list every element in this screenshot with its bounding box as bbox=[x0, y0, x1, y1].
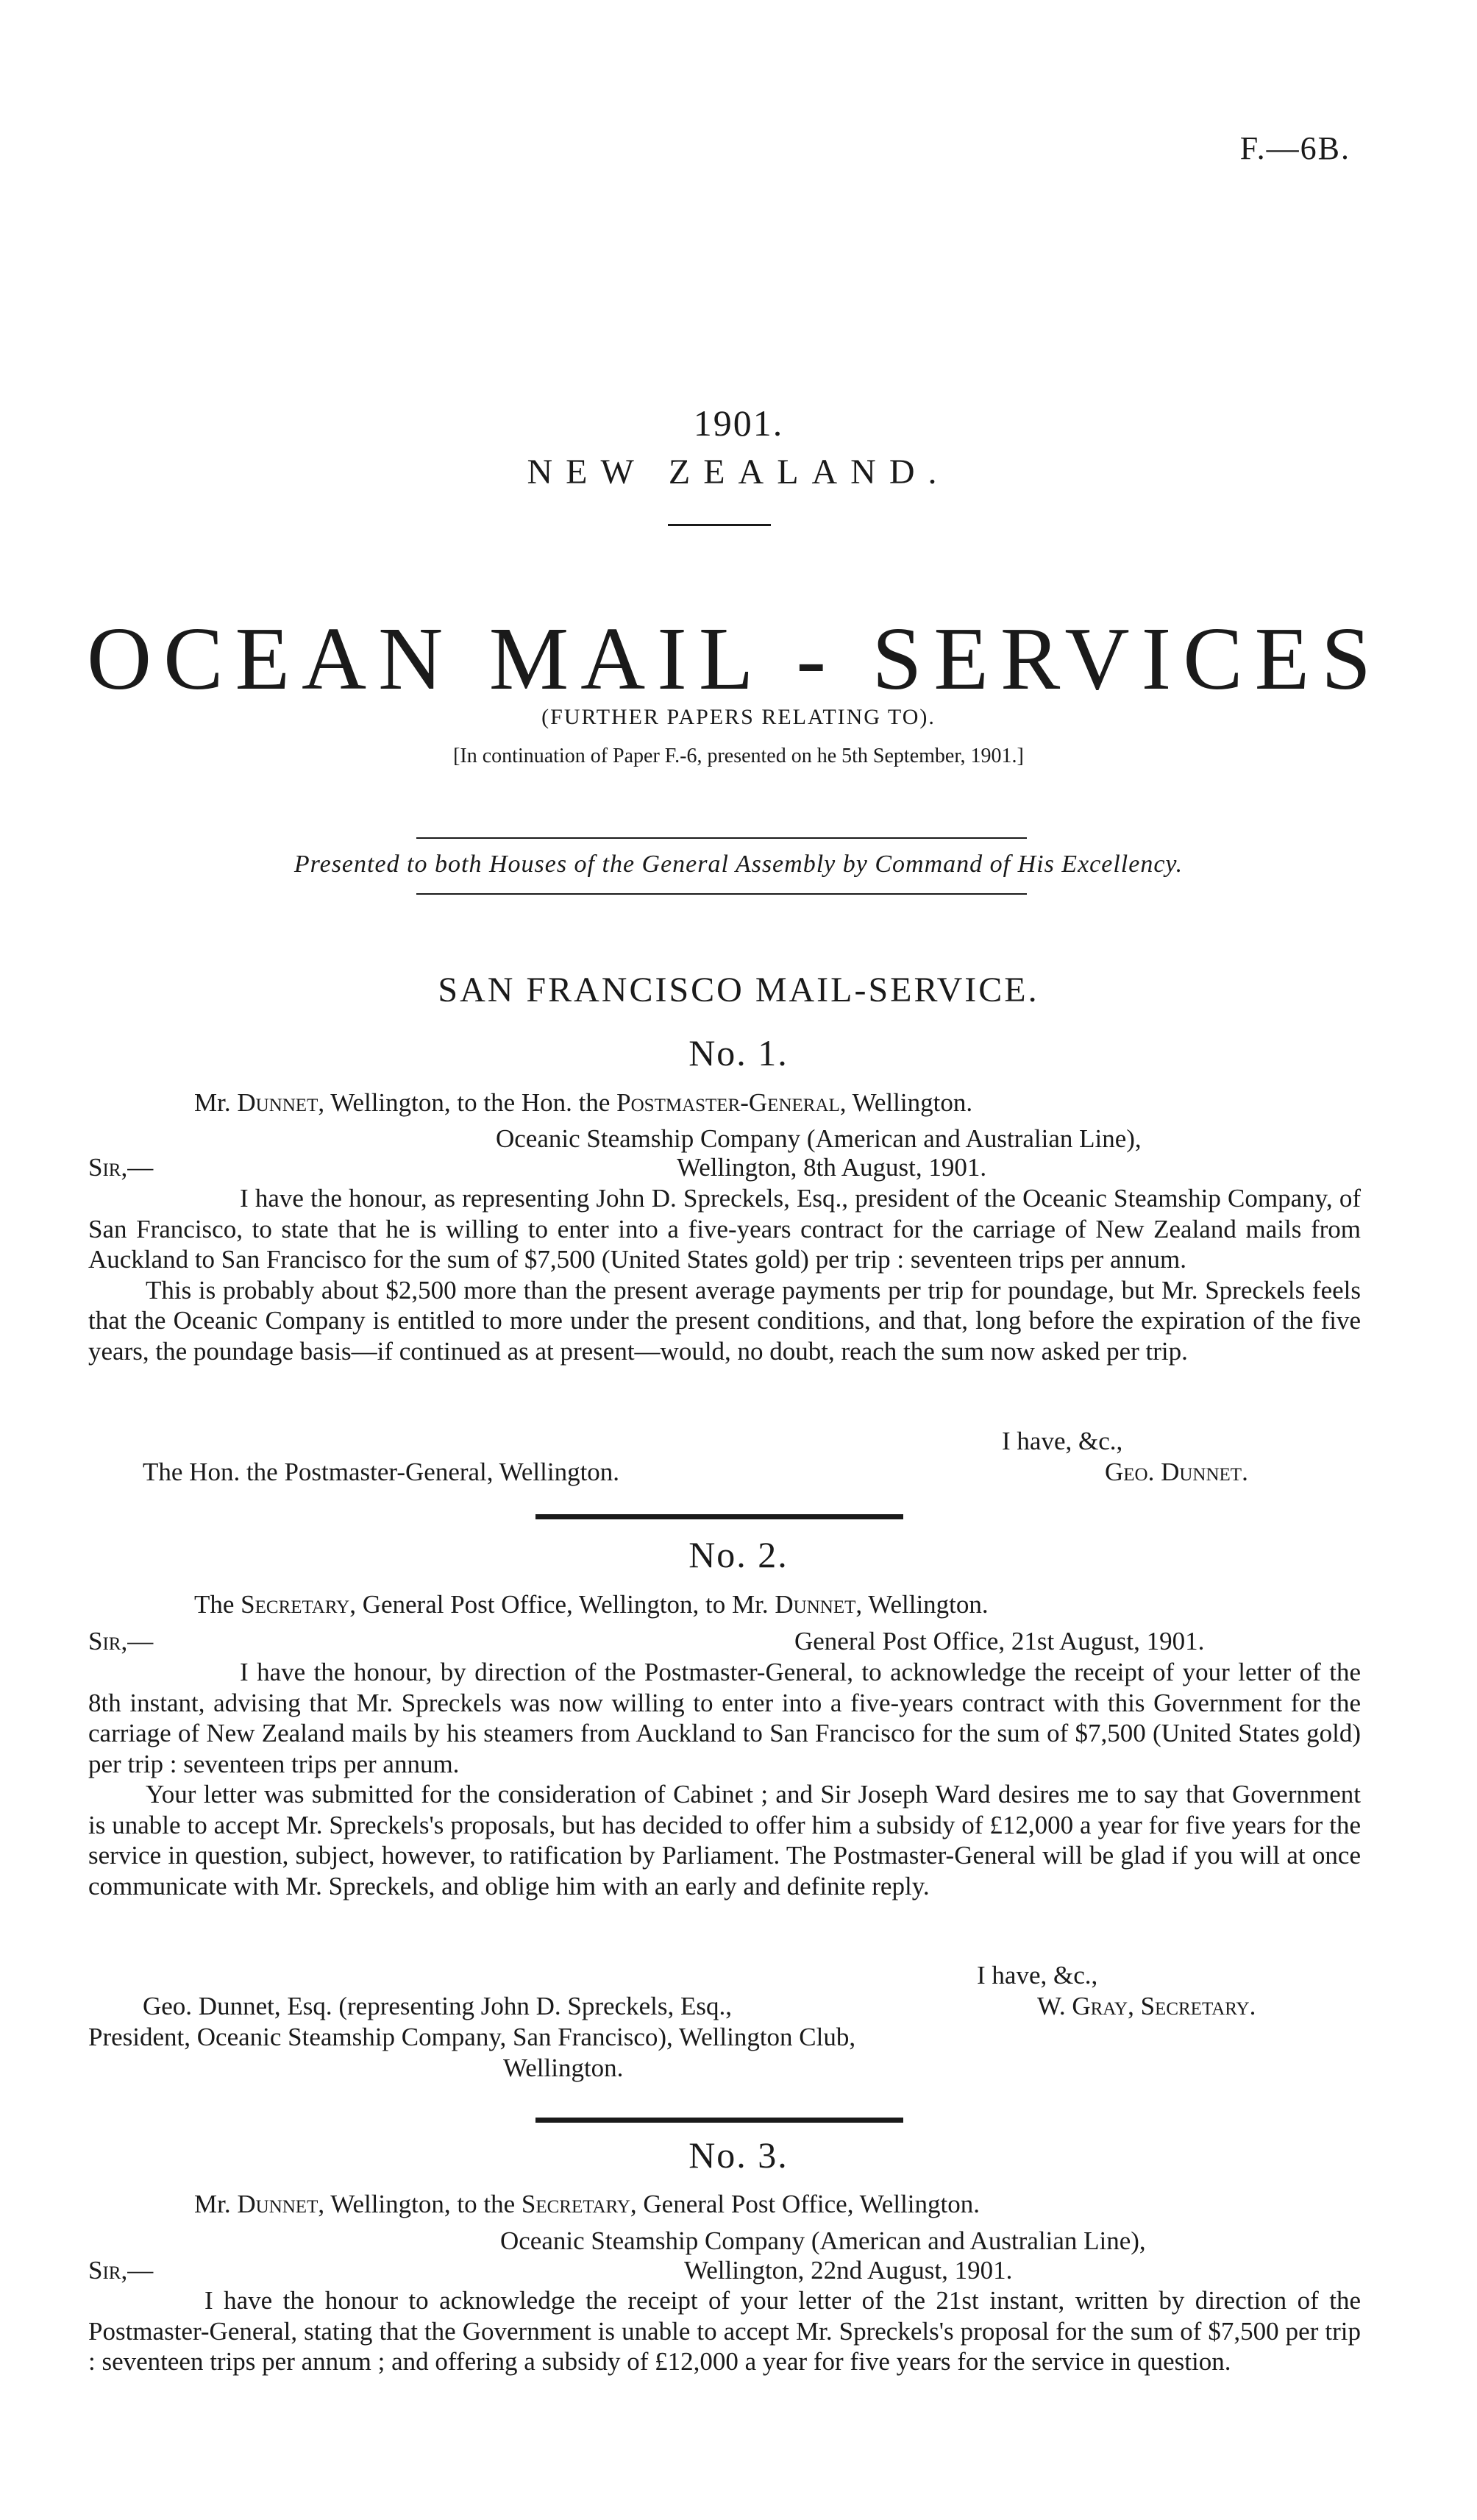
letter-divider bbox=[535, 2118, 903, 2123]
letter-1-address: Oceanic Steamship Company (American and Australian Line), bbox=[496, 1124, 1142, 1153]
letter-divider bbox=[535, 1514, 903, 1519]
letter-3-salutation: Sir,— bbox=[88, 2256, 154, 2285]
letter-2-salutation: Sir,— bbox=[88, 1627, 154, 1655]
year: 1901. bbox=[693, 402, 784, 444]
main-title: OCEAN MAIL - SERVICES bbox=[87, 609, 1383, 709]
letter-1-salutation: Sir,— bbox=[88, 1153, 154, 1182]
title-divider bbox=[668, 524, 771, 526]
letter-2-addressee-line3: Wellington. bbox=[503, 2054, 624, 2082]
letter-2-addressee-line1: Geo. Dunnet, Esq. (representing John D. Spreckels, Esq., bbox=[143, 1992, 732, 2020]
letter-1-paragraph: This is probably about $2,500 more than the present average payments per trip for poundage, but Mr. Spreckels feels that the Oceanic Company is entitled to more under the present conditions, and that, long before the expiration of the five years, the poundage basis—if continued as at present—would, no doubt, reach the sum now asked per trip. bbox=[88, 1275, 1361, 1366]
letter-2-addressee-line2: President, Oceanic Steamship Company, San Francisco), Wellington Club, bbox=[88, 2023, 856, 2051]
letter-2-date: General Post Office, 21st August, 1901. bbox=[794, 1627, 1205, 1655]
letter-2-paragraph: I have the honour, by direction of the Postmaster-General, to acknowledge the receipt of your letter of the 8th instant, advising that Mr. Spreckels was now willing to enter into a five-years contract with this Government for the carriage of New Zealand mails by his steamers from Auckland to San Francisco for the sum of $7,500 (United States gold) per trip : seventeen trips per annum. bbox=[88, 1658, 1361, 1778]
letter-3-body bbox=[88, 2285, 1361, 2377]
section-title: SAN FRANCISCO MAIL-SERVICE. bbox=[438, 970, 1039, 1009]
letter-2-number: No. 2. bbox=[688, 1534, 789, 1575]
letter-1-body bbox=[88, 1183, 1361, 1366]
letter-3-paragraph: I have the honour to acknowledge the receipt of your letter of the 21st instant, written by direction of the Postmaster-General, stating that the Government is unable to accept Mr. Spreckels's proposal for the sum of $7,500 per trip : seventeen trips per annum ; and offering a subsidy of £12,000 a year for five years for the service in question. bbox=[88, 2286, 1361, 2376]
paper-reference: F.—6B. bbox=[1239, 130, 1350, 166]
letter-2-heading: The Secretary, General Post Office, Wellington, to Mr. Dunnet, Wellington. bbox=[194, 1590, 989, 1619]
letter-1-heading: Mr. Dunnet, Wellington, to the Hon. the Postmaster-General, Wellington. bbox=[194, 1088, 973, 1117]
letter-1-closing: I have, &c., bbox=[1002, 1427, 1123, 1455]
subtitle: (FURTHER PAPERS RELATING TO). bbox=[541, 705, 936, 729]
presented-rule-bottom bbox=[416, 893, 1027, 895]
letter-1-paragraph: I have the honour, as representing John D. Spreckels, Esq., president of the Oceanic Steamship Company, of San Francisco, to state that he is willing to enter into a five-years contract for the carriage of New Zealand mails from Auckland to San Francisco for the sum of $7,500 (United States gold) per trip : seventeen trips per annum. bbox=[88, 1184, 1361, 1274]
continuation-note: [In continuation of Paper F.-6, presented on he 5th September, 1901.] bbox=[453, 745, 1024, 767]
presented-line: Presented to both Houses of the General Assembly by Command of His Excellency. bbox=[293, 851, 1184, 878]
letter-3-heading: Mr. Dunnet, Wellington, to the Secretary, General Post Office, Wellington. bbox=[194, 2190, 980, 2218]
letter-3-date: Wellington, 22nd August, 1901. bbox=[684, 2256, 1013, 2285]
letter-2-body bbox=[88, 1657, 1361, 1901]
country: NEW ZEALAND. bbox=[527, 452, 950, 491]
letter-3-number: No. 3. bbox=[688, 2134, 789, 2176]
letter-1-date: Wellington, 8th August, 1901. bbox=[677, 1153, 987, 1182]
letter-2-signature: W. Gray, Secretary. bbox=[1037, 1992, 1256, 2020]
presented-rule-top bbox=[416, 837, 1027, 839]
letter-3-address: Oceanic Steamship Company (American and Australian Line), bbox=[500, 2226, 1146, 2255]
letter-2-closing: I have, &c., bbox=[977, 1961, 1098, 1990]
letter-1-addressee: The Hon. the Postmaster-General, Wellington. bbox=[143, 1458, 620, 1486]
letter-2-paragraph: Your letter was submitted for the consideration of Cabinet ; and Sir Joseph Ward desires me to say that Government is unable to accept Mr. Spreckels's proposals, but has decided to offer him a subsidy of £12,000 a year for five years for the service in question, subject, however, to ratification by Parliament. The Postmaster-General will be glad if you will at once communicate with Mr. Spreckels, and oblige him with an early and definite reply. bbox=[88, 1780, 1361, 1900]
letter-1-number: No. 1. bbox=[688, 1032, 789, 1073]
letter-1-signature: Geo. Dunnet. bbox=[1105, 1458, 1248, 1486]
